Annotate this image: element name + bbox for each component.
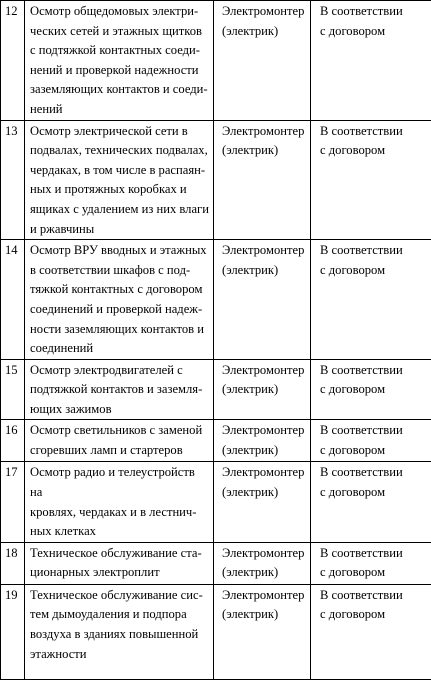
executor: Электромонтер (электрик) bbox=[214, 121, 310, 161]
executor-cell bbox=[214, 420, 311, 462]
row-number-cell bbox=[1, 584, 25, 679]
term: В соответствии с договором bbox=[311, 1, 431, 41]
row-number: 19 bbox=[5, 585, 24, 606]
row-number: 12 bbox=[5, 1, 24, 22]
row-number-cell bbox=[1, 120, 25, 240]
row-number: 17 bbox=[5, 462, 24, 483]
table-row bbox=[1, 420, 431, 462]
executor-cell bbox=[214, 240, 311, 360]
work-description: Осмотр электродвигателей с подтяжкой контактов и заземля- ющих зажимов bbox=[25, 360, 213, 420]
work-description: Осмотр электрической сети в подвалах, технических подвалах, чердаках, в том числе в распаян- ных и протяжных коробках и ящиках с удалением из них влаги и ржавчины bbox=[25, 121, 213, 240]
term-cell bbox=[311, 584, 431, 679]
term: В соответствии с договором bbox=[311, 121, 431, 161]
term-cell bbox=[311, 1, 431, 121]
table-row bbox=[1, 240, 431, 360]
term-cell bbox=[311, 359, 431, 420]
work-description: Осмотр общедомовых электри- ческих сетей и этажных щитков с подтяжкой контактных соеди- нений и проверкой надежности заземляющих контактов и соеди- нений bbox=[25, 1, 213, 120]
term-cell bbox=[311, 240, 431, 360]
row-number-cell bbox=[1, 359, 25, 420]
work-description-cell bbox=[25, 420, 214, 462]
term: В соответствии с договором bbox=[311, 462, 431, 502]
term-cell bbox=[311, 542, 431, 584]
executor-cell bbox=[214, 120, 311, 240]
work-description: Техническое обслуживание ста- ционарных электроплит bbox=[25, 543, 213, 583]
executor-cell bbox=[214, 462, 311, 542]
executor: Электромонтер (электрик) bbox=[214, 360, 310, 400]
work-description-cell bbox=[25, 542, 214, 584]
term: В соответствии с договором bbox=[311, 360, 431, 400]
term: В соответствии с договором bbox=[311, 240, 431, 280]
executor: Электромонтер (электрик) bbox=[214, 420, 310, 460]
executor-cell bbox=[214, 542, 311, 584]
row-number: 14 bbox=[5, 240, 24, 261]
term: В соответствии с договором bbox=[311, 543, 431, 583]
executor: Электромонтер (электрик) bbox=[214, 543, 310, 583]
term: В соответствии с договором bbox=[311, 585, 431, 625]
table-row bbox=[1, 584, 431, 679]
executor: Электромонтер (электрик) bbox=[214, 1, 310, 41]
row-number-cell bbox=[1, 240, 25, 360]
row-number-cell bbox=[1, 1, 25, 121]
work-description-cell bbox=[25, 240, 214, 360]
work-description-cell bbox=[25, 462, 214, 542]
executor: Электромонтер (электрик) bbox=[214, 585, 310, 625]
table-row bbox=[1, 120, 431, 240]
row-number: 15 bbox=[5, 360, 24, 381]
term-cell bbox=[311, 420, 431, 462]
row-number: 13 bbox=[5, 121, 24, 142]
work-description-cell bbox=[25, 584, 214, 679]
executor-cell bbox=[214, 1, 311, 121]
table-row bbox=[1, 462, 431, 542]
work-description: Осмотр светильников с заменой сгоревших ламп и стартеров bbox=[25, 420, 213, 460]
work-description-cell bbox=[25, 120, 214, 240]
term-cell bbox=[311, 462, 431, 542]
row-number: 18 bbox=[5, 543, 24, 564]
table-row bbox=[1, 1, 431, 121]
work-description-cell bbox=[25, 359, 214, 420]
term: В соответствии с договором bbox=[311, 420, 431, 460]
executor-cell bbox=[214, 584, 311, 679]
work-description: Осмотр радио и телеустройств на кровлях, чердаках и в лестнич- ных клетках bbox=[25, 462, 213, 541]
work-description: Техническое обслуживание сис- тем дымоудаления и подпора воздуха в зданиях повышенной этажности bbox=[25, 585, 213, 664]
row-number-cell bbox=[1, 462, 25, 542]
table-row bbox=[1, 359, 431, 420]
executor-cell bbox=[214, 359, 311, 420]
work-description-cell bbox=[25, 1, 214, 121]
row-number: 16 bbox=[5, 420, 24, 441]
executor: Электромонтер (электрик) bbox=[214, 240, 310, 280]
executor: Электромонтер (электрик) bbox=[214, 462, 310, 502]
term-cell bbox=[311, 120, 431, 240]
row-number-cell bbox=[1, 542, 25, 584]
work-description: Осмотр ВРУ вводных и этажных в соответствии шкафов с под- тяжкой контактных с договором соединений и проверкой надеж- ности заземляющих контактов и соединений bbox=[25, 240, 213, 359]
row-number-cell bbox=[1, 420, 25, 462]
table-row bbox=[1, 542, 431, 584]
